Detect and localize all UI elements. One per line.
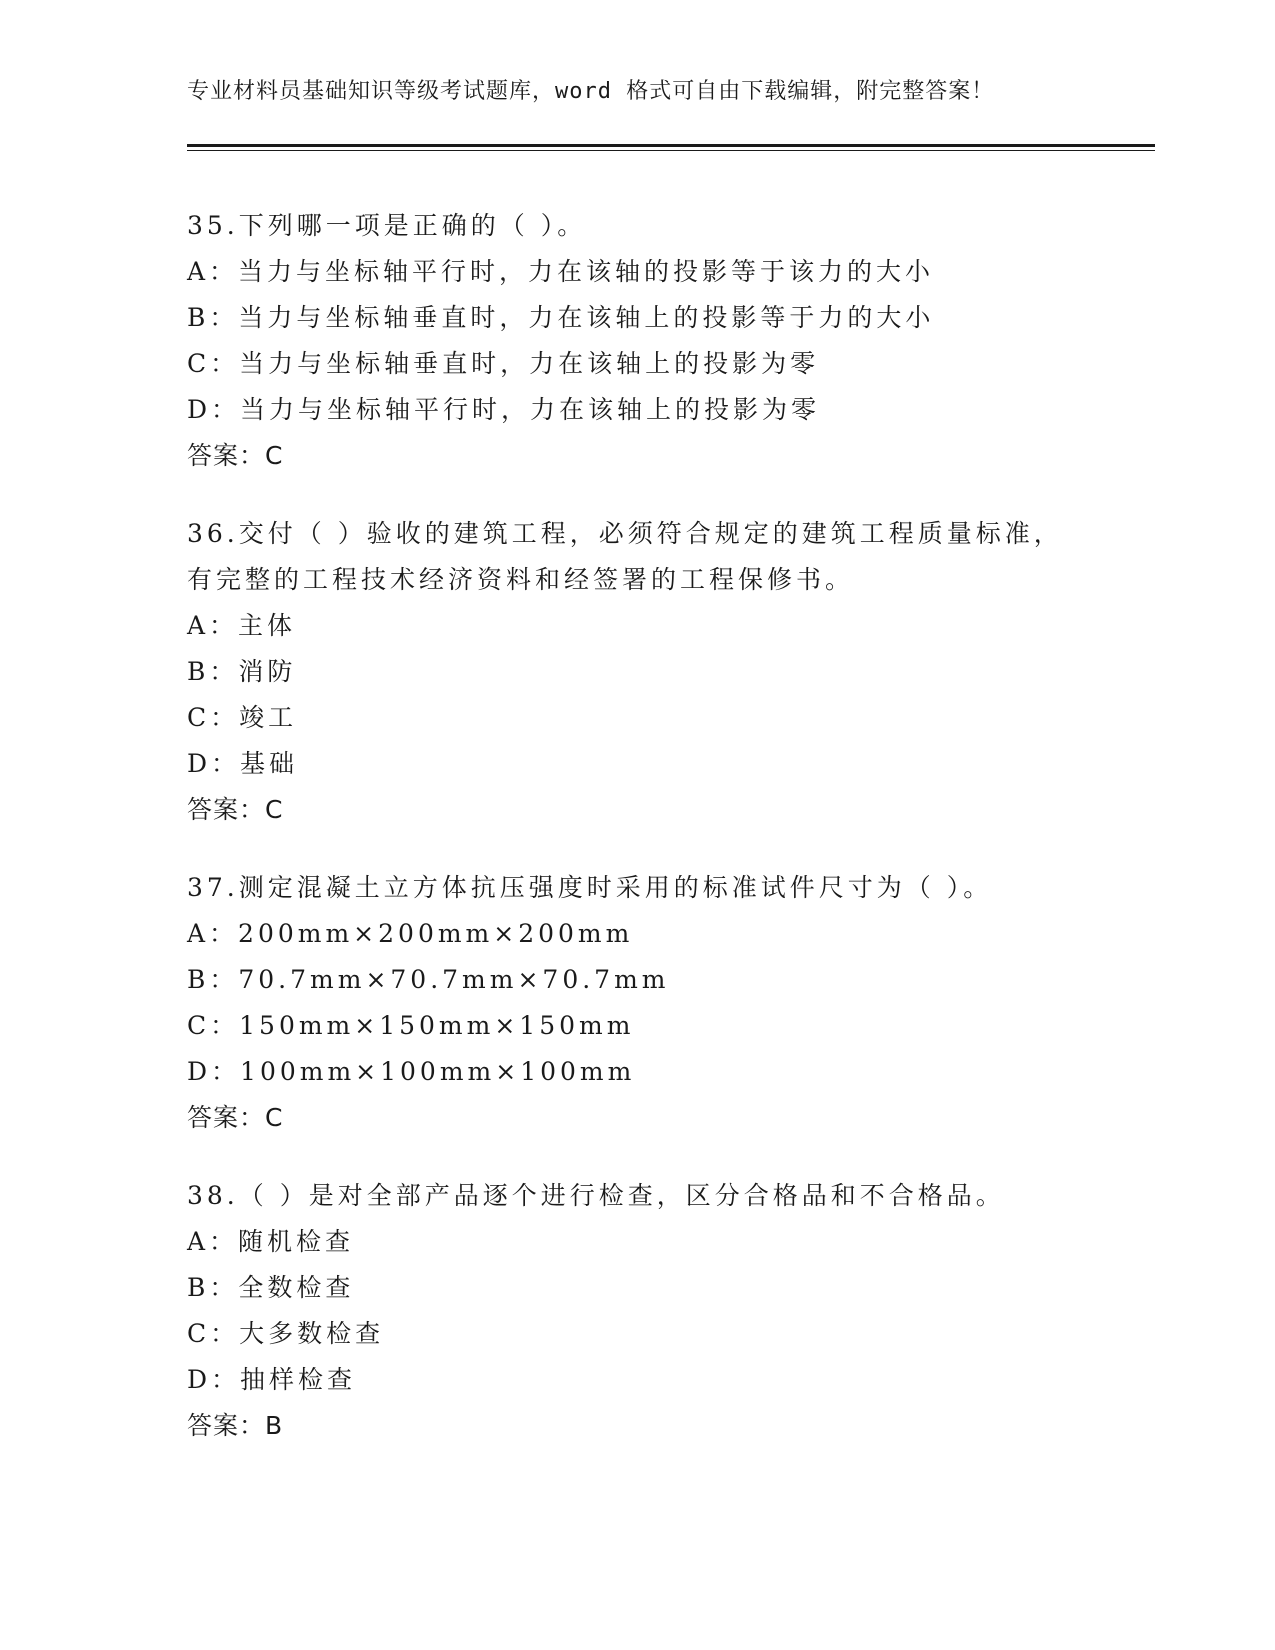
option-b: B：全数检查 [187, 1273, 355, 1302]
header-divider-thin [187, 150, 1155, 151]
option-a: A：200mm×200mm×200mm [187, 919, 634, 948]
answer-label: 答案： [187, 1411, 266, 1440]
answer-value: C [265, 441, 284, 470]
question-stem: 35.下列哪一项是正确的（ ）。 [187, 211, 587, 240]
option-b: B：70.7mm×70.7mm×70.7mm [187, 965, 670, 994]
question-list [187, 203, 1147, 1481]
option-c: C：竣工 [187, 703, 298, 732]
question-stem: 38.（ ）是对全部产品逐个进行检查，区分合格品和不合格品。 [187, 1181, 1005, 1210]
option-d: D：100mm×100mm×100mm [187, 1057, 636, 1086]
option-c: C：当力与坐标轴垂直时，力在该轴上的投影为零 [187, 349, 820, 378]
option-a: A：当力与坐标轴平行时，力在该轴的投影等于该力的大小 [187, 257, 935, 286]
answer-value: C [265, 1103, 284, 1132]
answer-label: 答案： [187, 795, 266, 824]
question-35 [187, 203, 1147, 479]
question-stem: 37.测定混凝土立方体抗压强度时采用的标准试件尺寸为（ ）。 [187, 873, 993, 902]
answer-label: 答案： [187, 1103, 266, 1132]
answer-line [187, 1403, 1147, 1449]
option-b: B：当力与坐标轴垂直时，力在该轴上的投影等于力的大小 [187, 303, 935, 332]
question-stem-continued: 有完整的工程技术经济资料和经签署的工程保修书。 [187, 565, 855, 594]
answer-value: C [265, 795, 284, 824]
question-37 [187, 865, 1147, 1141]
answer-value: B [265, 1411, 284, 1440]
question-38 [187, 1173, 1147, 1449]
answer-label: 答案： [187, 441, 266, 470]
option-d: D：基础 [187, 749, 299, 778]
question-36 [187, 511, 1147, 833]
option-d: D：抽样检查 [187, 1365, 357, 1394]
option-d: D：当力与坐标轴平行时，力在该轴上的投影为零 [187, 395, 821, 424]
header-divider-thick [187, 144, 1155, 147]
option-b: B：消防 [187, 657, 297, 686]
answer-line [187, 787, 1147, 833]
option-a: A：随机检查 [187, 1227, 355, 1256]
answer-line [187, 1095, 1147, 1141]
option-c: C：大多数检查 [187, 1319, 385, 1348]
page-header: 专业材料员基础知识等级考试题库，word 格式可自由下载编辑，附完整答案！ [187, 79, 995, 104]
option-c: C：150mm×150mm×150mm [187, 1011, 635, 1040]
answer-line [187, 433, 1147, 479]
option-a: A：主体 [187, 611, 297, 640]
question-stem: 36.交付（ ）验收的建筑工程，必须符合规定的建筑工程质量标准， [187, 519, 1063, 548]
